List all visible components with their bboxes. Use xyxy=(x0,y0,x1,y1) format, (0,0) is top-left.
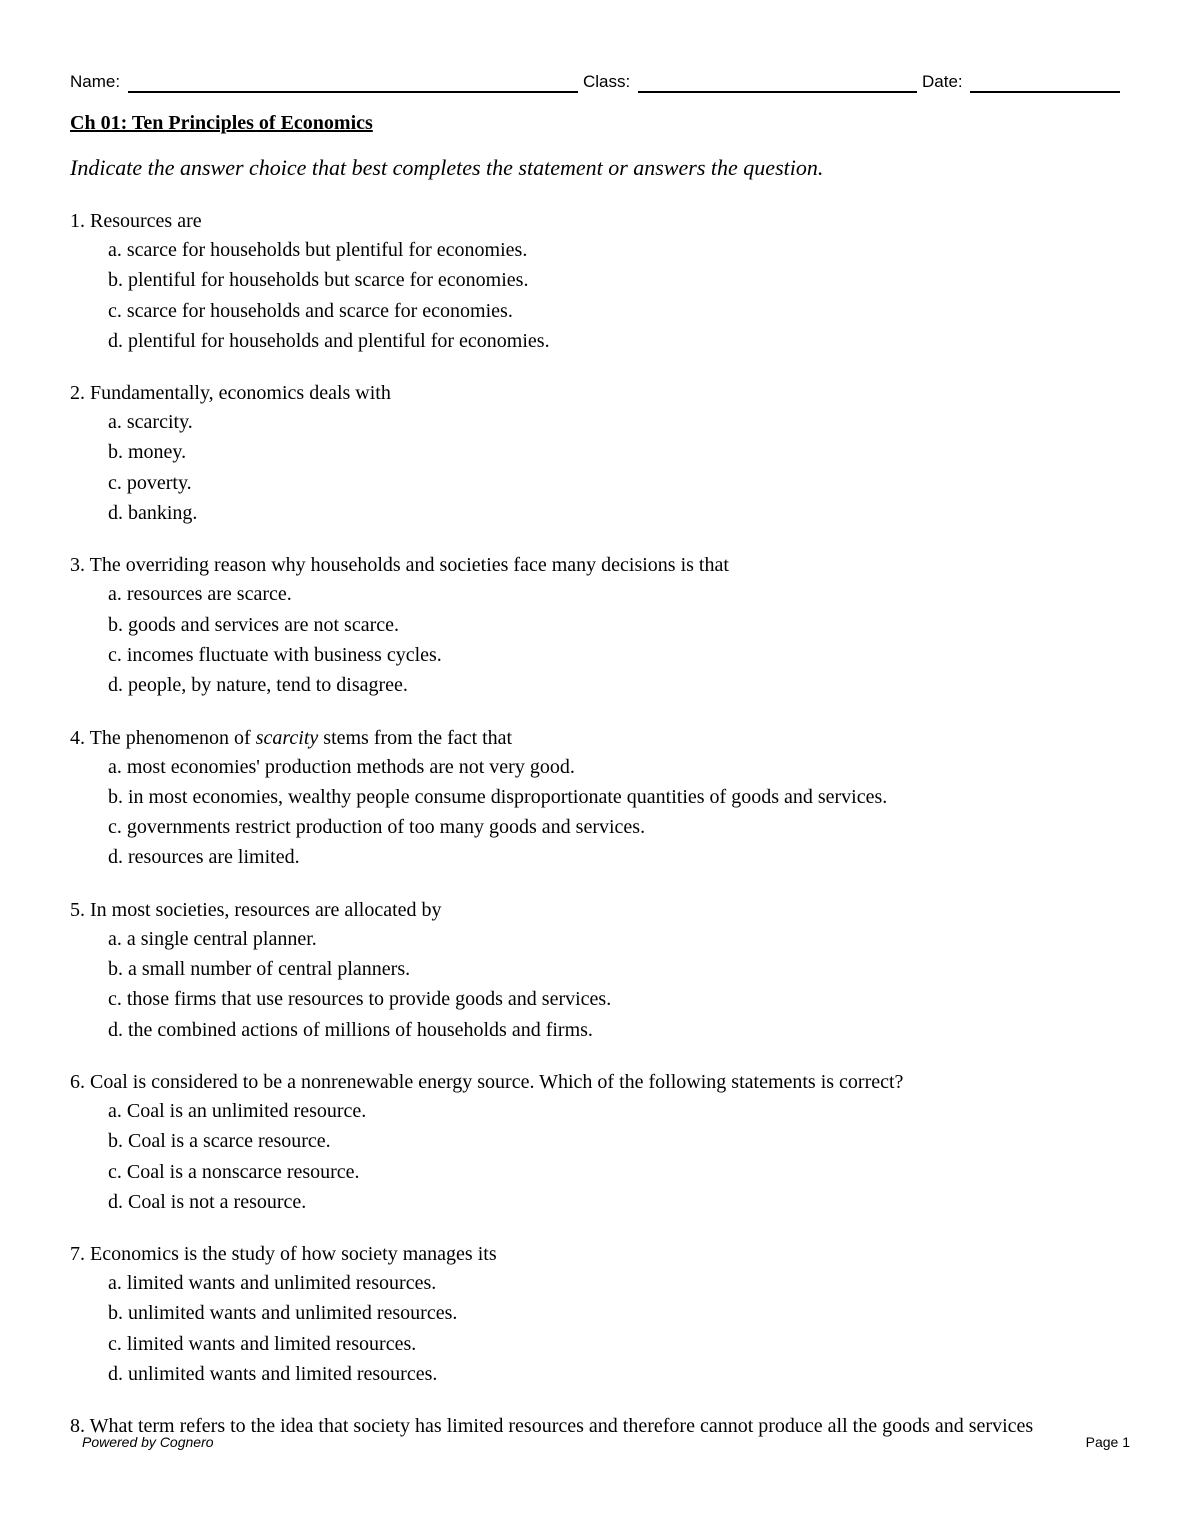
answer-option[interactable]: b. money. xyxy=(108,441,187,464)
answer-option[interactable]: a. limited wants and unlimited resources. xyxy=(108,1272,437,1295)
class-label: Class: xyxy=(583,72,631,91)
answer-option[interactable]: c. limited wants and limited resources. xyxy=(108,1332,417,1355)
answer-option[interactable]: d. the combined actions of millions of households and firms. xyxy=(108,1018,593,1041)
question-text: 3. The overriding reason why households and societies face many decisions is that xyxy=(70,554,729,577)
date-field-line[interactable] xyxy=(970,91,1120,93)
answer-option[interactable]: a. scarcity. xyxy=(108,411,193,434)
question-text: 2. Fundamentally, economics deals with xyxy=(70,382,391,405)
answer-option[interactable]: c. incomes fluctuate with business cycles. xyxy=(108,643,442,666)
answer-option[interactable]: b. unlimited wants and unlimited resources. xyxy=(108,1302,458,1325)
question xyxy=(70,1069,1130,1217)
instructions: Indicate the answer choice that best completes the statement or answers the question. xyxy=(70,155,824,180)
question-text: 4. The phenomenon of xyxy=(70,726,256,749)
answer-option[interactable]: a. scarce for households but plentiful for economies. xyxy=(108,239,528,261)
emphasized-term: scarcity xyxy=(255,726,319,749)
question xyxy=(70,552,1130,700)
question-stem xyxy=(70,897,1130,924)
question xyxy=(70,897,1130,1045)
question-stem xyxy=(70,1413,1130,1440)
student-info-header xyxy=(70,70,1120,96)
chapter-title: Ch 01: Ten Principles of Economics xyxy=(70,112,373,134)
question-text: 7. Economics is the study of how society manages its xyxy=(70,1243,497,1266)
question xyxy=(70,725,1130,873)
answer-option[interactable]: a. Coal is an unlimited resource. xyxy=(108,1099,367,1122)
answer-option[interactable]: c. poverty. xyxy=(108,471,192,494)
answer-option[interactable]: b. a small number of central planners. xyxy=(108,958,411,981)
answer-option[interactable]: c. Coal is a nonscarce resource. xyxy=(108,1160,360,1183)
question-text: 6. Coal is considered to be a nonrenewable energy source. Which of the following statements is correct? xyxy=(70,1070,904,1093)
question-stem xyxy=(70,1241,1130,1268)
answer-option[interactable]: d. people, by nature, tend to disagree. xyxy=(108,674,408,697)
question-stem xyxy=(70,725,1130,752)
answer-option[interactable]: a. resources are scarce. xyxy=(108,583,292,606)
name-field-line[interactable] xyxy=(128,91,578,93)
answer-option[interactable]: d. resources are limited. xyxy=(108,846,300,869)
question xyxy=(70,208,1130,356)
answer-option[interactable]: b. plentiful for households but scarce for economies. xyxy=(108,269,529,292)
name-label: Name: xyxy=(70,72,121,91)
question-stem xyxy=(70,380,1130,407)
answer-option[interactable]: d. plentiful for households and plentiful for economies. xyxy=(108,329,550,352)
question xyxy=(70,1413,1130,1440)
powered-by: Powered by Cognero xyxy=(82,1434,214,1450)
question-stem xyxy=(70,208,1130,235)
date-label: Date: xyxy=(922,72,963,91)
question-text: 1. Resources are xyxy=(70,210,202,232)
question-text: 8. What term refers to the idea that society has limited resources and therefore cannot produce all the goods and services xyxy=(70,1415,1034,1438)
answer-option[interactable]: d. banking. xyxy=(108,502,198,525)
answer-option[interactable]: a. a single central planner. xyxy=(108,927,317,950)
answer-option[interactable]: b. Coal is a scarce resource. xyxy=(108,1130,331,1153)
answer-option[interactable]: c. scarce for households and scarce for economies. xyxy=(108,299,513,322)
answer-option[interactable]: d. Coal is not a resource. xyxy=(108,1190,307,1213)
question-text: stems from the fact that xyxy=(318,726,513,749)
class-field-line[interactable] xyxy=(638,91,917,93)
question-text: 5. In most societies, resources are allocated by xyxy=(70,898,442,921)
question-list xyxy=(70,208,1130,1464)
answer-option[interactable]: a. most economies' production methods are not very good. xyxy=(108,755,575,778)
question xyxy=(70,1241,1130,1389)
question xyxy=(70,380,1130,528)
question-stem xyxy=(70,1069,1130,1096)
question-stem xyxy=(70,552,1130,579)
answer-option[interactable]: c. governments restrict production of too many goods and services. xyxy=(108,816,646,839)
answer-option[interactable]: b. in most economies, wealthy people consume disproportionate quantities of goods and services. xyxy=(108,785,888,808)
answer-option[interactable]: b. goods and services are not scarce. xyxy=(108,613,399,636)
page-number: Page 1 xyxy=(1085,1434,1130,1450)
answer-option[interactable]: d. unlimited wants and limited resources. xyxy=(108,1363,438,1386)
answer-option[interactable]: c. those firms that use resources to provide goods and services. xyxy=(108,988,612,1011)
